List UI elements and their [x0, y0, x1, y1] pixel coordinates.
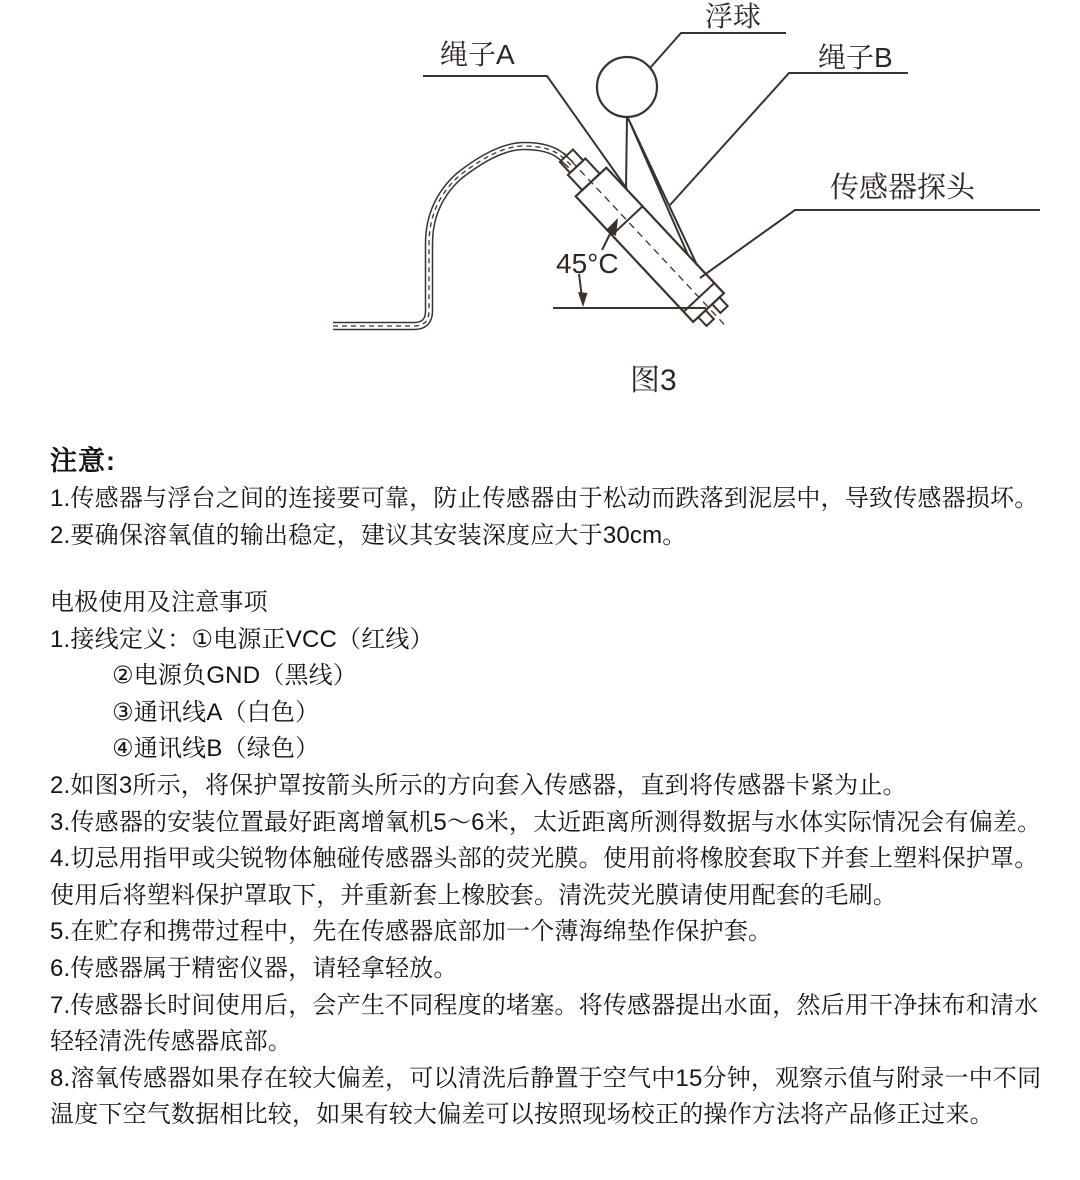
- instruction-line: 3.传感器的安装位置最好距离增氧机5～6米，太近距离所测得数据与水体实际情况会有偏差。: [50, 808, 1042, 836]
- notice-heading: 注意:: [50, 446, 116, 476]
- rope-a-line: [626, 117, 627, 189]
- instructions-heading: 电极使用及注意事项: [50, 589, 268, 616]
- label-rope-b: 绳子B: [818, 42, 893, 73]
- instruction-line: 7.传感器长时间使用后，会产生不同程度的堵塞。将传感器提出水面，然后用干净抹布和清水: [50, 991, 1039, 1019]
- figure-3: [0, 0, 1080, 400]
- instruction-line: 5.在贮存和携带过程中，先在传感器底部加一个薄海绵垫作保护套。: [50, 918, 773, 946]
- angle-arrowhead-upper: [606, 218, 618, 236]
- instruction-line: 2.如图3所示，将保护罩按箭头所示的方向套入传感器，直到将传感器卡紧为止。: [50, 771, 907, 799]
- instruction-line: 温度下空气数据相比较，如果有较大偏差可以按照现场校正的操作方法将产品修正过来。: [50, 1101, 994, 1129]
- sensor-probe-leader: [700, 210, 1040, 278]
- angle-arrowhead-lower: [578, 292, 588, 307]
- probe-foot: [712, 297, 728, 313]
- electrode-instructions-section: [50, 585, 1040, 1134]
- probe-foot: [698, 310, 714, 326]
- label-angle-45: 45°C: [556, 248, 619, 279]
- rope-a-leader: [423, 76, 627, 189]
- instruction-line: 6.传感器属于精密仪器，请轻拿轻放。: [50, 954, 458, 982]
- label-sensor-probe: 传感器探头: [830, 172, 976, 204]
- label-rope-a: 绳子A: [440, 39, 515, 70]
- figure-caption: 图3: [630, 364, 677, 397]
- instruction-line: 使用后将塑料保护罩取下，并重新套上橡胶套。清洗荧光膜请使用配套的毛刷。: [50, 881, 897, 909]
- rope-b-lines: [628, 118, 697, 265]
- instruction-line: 4.切忌用指甲或尖锐物体触碰传感器头部的荧光膜。使用前将橡胶套取下并套上塑料保护罩。: [50, 845, 1039, 873]
- instruction-line: ③通讯线A（白色）: [112, 698, 320, 726]
- float-ball-shape: [597, 57, 657, 117]
- instruction-line: 1.接线定义：①电源正VCC（红线）: [50, 625, 434, 653]
- instruction-line: ④通讯线B（绿色）: [112, 735, 320, 763]
- float-ball-leader: [650, 33, 786, 68]
- sensor-body: [548, 138, 741, 340]
- sensor-cable: [333, 146, 571, 326]
- instruction-line: 8.溶氧传感器如果存在较大偏差，可以清洗后静置于空气中15分钟，观察示值与附录一中不同: [50, 1064, 1042, 1092]
- label-float-ball: 浮球: [705, 1, 762, 32]
- notice-section: [50, 442, 1040, 554]
- instruction-line: 轻轻清洗传感器底部。: [50, 1028, 292, 1056]
- notice-item: 2.要确保溶氧值的输出稳定，建议其安装深度应大于30cm。: [50, 522, 687, 549]
- instruction-line: ②电源负GND（黑线）: [112, 662, 358, 690]
- sensor-installation-diagram: [0, 0, 1080, 400]
- sensor-axis-centerline: [564, 153, 727, 327]
- notice-item: 1.传感器与浮台之间的连接要可靠，防止传感器由于松动而跌落到泥层中，导致传感器损坏。: [50, 485, 1039, 512]
